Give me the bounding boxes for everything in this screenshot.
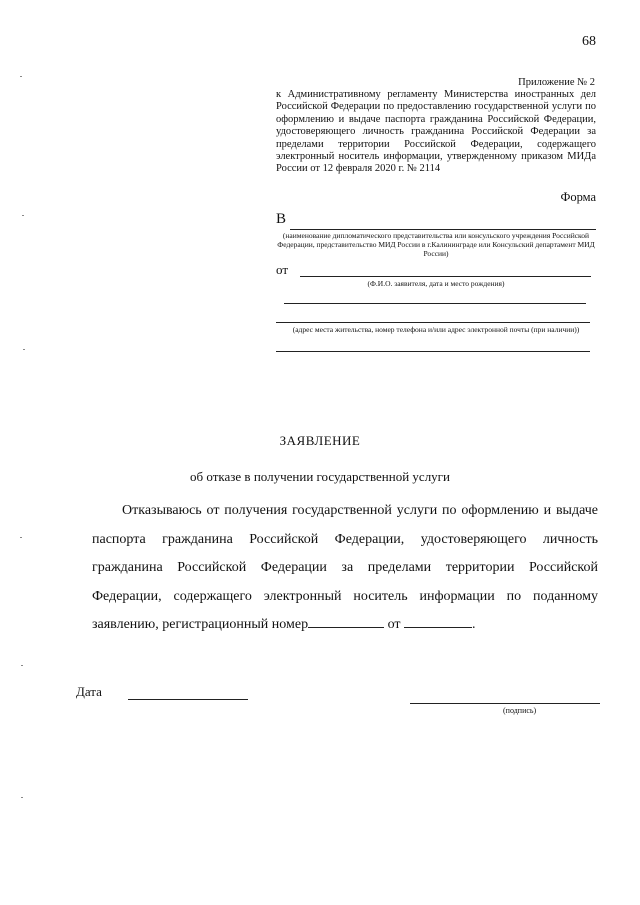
statement-text: Отказываюсь от получения государственной услуги по оформлению и выдаче паспорта гражданина Российской Федерации, удостоверяющего личность гражданина Российской Федерации за пределами территории Российской Федерации, содержащего электронный носитель информации по поданному заявлению, регистрационный номер	[92, 503, 598, 633]
recipient-line	[290, 229, 596, 230]
statement-body	[92, 497, 598, 640]
statement-end: .	[472, 617, 476, 633]
scan-artifact	[21, 797, 23, 798]
scan-artifact	[22, 215, 24, 216]
scan-artifact	[20, 537, 22, 538]
recipient-prefix: В	[276, 211, 287, 227]
recipient-caption: (наименование дипломатического представительства или консульского учреждения Российской Федерации, представительство МИД России в г.Калининграде или Консульский департамент МИД России)	[277, 231, 595, 258]
scan-artifact	[23, 349, 25, 350]
date-field[interactable]	[128, 699, 248, 700]
registration-date-field[interactable]	[404, 613, 472, 628]
date-label: Дата	[76, 684, 102, 699]
appendix-body: к Административному регламенту Министерства иностранных дел Российской Федерации по предоставлению государственной услуги по оформлению и выдаче паспорта гражданина Российской Федерации, удостоверяющего личность гражданина Российской Федерации за пределами территории Российской Федерации, содержащего электронный носитель информации, утвержденному приказом МИДа России от 12 февраля 2020 г. № 2114	[276, 89, 596, 175]
applicant-caption: (Ф.И.О. заявителя, дата и место рождения)	[367, 279, 505, 288]
applicant-line-2	[284, 303, 586, 304]
registration-number-field[interactable]	[308, 613, 384, 628]
appendix-title: Приложение № 2	[518, 77, 595, 88]
address-caption: (адрес места жительства, номер телефона и/или адрес электронной почты (при наличии))	[292, 325, 580, 334]
applicant-line	[300, 276, 591, 277]
statement-heading: ЗАЯВЛЕНИЕ	[279, 433, 361, 448]
signature-caption: (подпись)	[503, 706, 537, 715]
page-number: 68	[582, 34, 596, 49]
statement-from-word: от	[387, 617, 401, 633]
applicant-prefix: от	[276, 262, 289, 277]
signature-field[interactable]	[410, 703, 600, 704]
form-label: Форма	[560, 190, 596, 204]
address-line	[276, 322, 590, 323]
statement-subheading: об отказе в получении государственной услуги	[190, 469, 450, 484]
scan-artifact	[21, 665, 23, 666]
scan-artifact	[20, 76, 22, 77]
address-line-2	[276, 351, 590, 352]
